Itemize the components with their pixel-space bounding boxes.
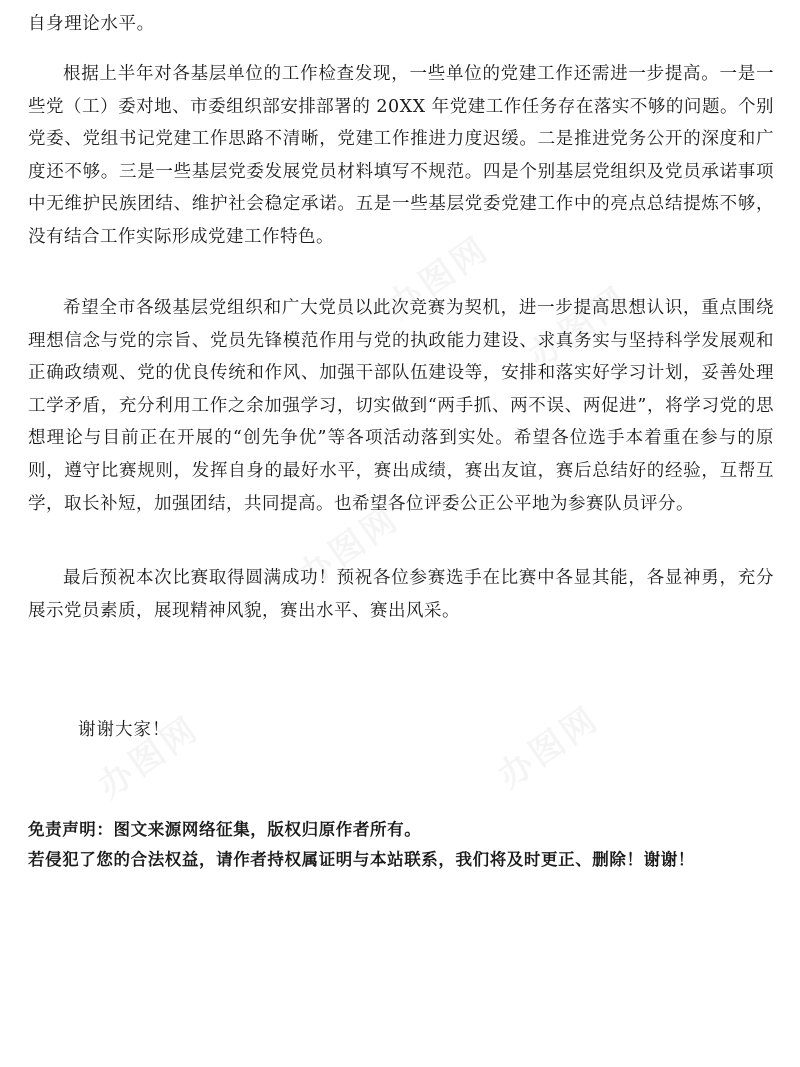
disclaimer-line-1: 免责声明：图文来源网络征集，版权归原作者所有。	[28, 820, 422, 839]
paragraph-inspection-findings: 根据上半年对各基层单位的工作检查发现，一些单位的党建工作还需进一步提高。一是一些党（工）委对地、市委组织部安排部署的 20XX 年党建工作任务存在落实不够的问题。个别党委、党组书记党建工作思路不清晰，党建工作推进力度迟缓。二是推进党务公开的深度和广度还不够。三是一些基层党委发展党员材料填写不规范。四是个别基层党组织及党员承诺事项中无维护民族团结、维护社会稳定承诺。五是一些基层党委党建工作中的亮点总结提炼不够，没有结合工作实际形成党建工作特色。	[28, 64, 774, 247]
watermark	[486, 692, 607, 798]
thanks-line: 谢谢大家！	[78, 720, 171, 740]
paragraph-competition-hopes: 希望全市各级基层党组织和广大党员以此次竞赛为契机，进一步提高思想认识，重点围绕理想信念与党的宗旨、党员先锋模范作用与党的执政能力建设、求真务实与坚持科学发展观和正确政绩观、党的优良传统和作风、加强干部队伍建设等，安排和落实好学习计划，妥善处理工学矛盾，充分利用工作之余加强学习，切实做到“两手抓、两不误、两促进”，将学习党的思想理论与目前正在开展的“创先争优”等各项活动落到实处。希望各位选手本着重在参与的原则，遵守比赛规则，发挥自身的最好水平，赛出成绩，赛出友谊，赛后总结好的经验，互帮互学，取长补短，加强团结，共同提高。也希望各位评委公正公平地为参赛队员评分。	[28, 298, 774, 514]
disclaimer-line-2: 若侵犯了您的合法权益，请作者持权属证明与本站联系，我们将及时更正、删除！谢谢！	[28, 850, 695, 869]
opening-line: 自身理论水平。	[28, 14, 155, 34]
paragraph-closing-wishes: 最后预祝本次比赛取得圆满成功！预祝各位参赛选手在比赛中各显其能，各显神勇，充分展示党员素质，展现精神风貌，赛出水平、赛出风采。	[28, 568, 774, 621]
